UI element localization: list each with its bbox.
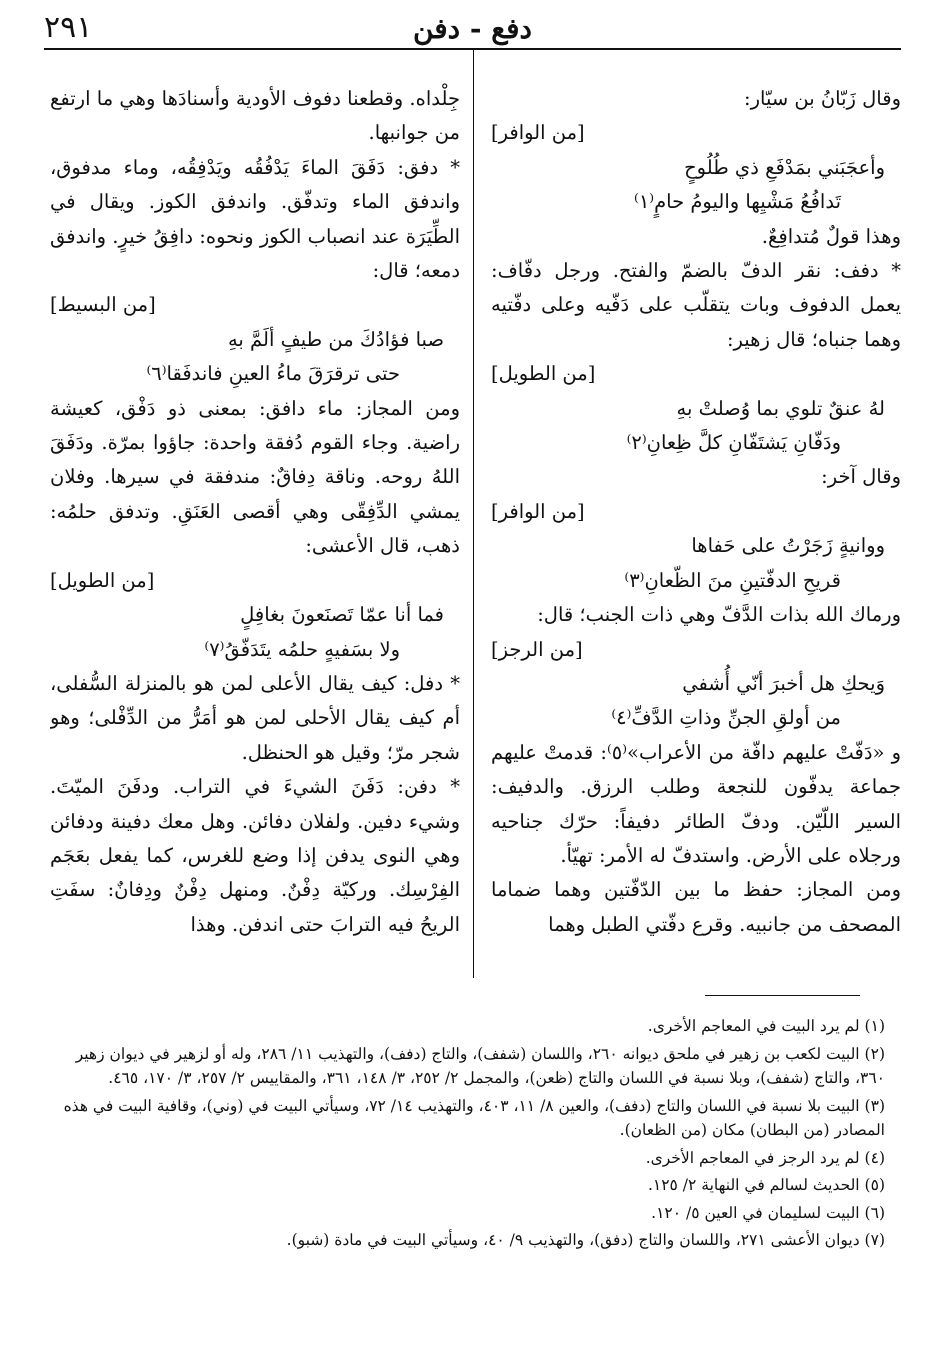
footnote	[50, 1014, 885, 1039]
meter-label: [من البسيط]	[50, 293, 156, 317]
verse-line: ودَفّانِ يَشتَفّانِ كلَّ ظِعانِ⁽٢⁾	[626, 431, 841, 455]
footnote-number: (٣)	[864, 1096, 885, 1115]
page-number: ٢٩١	[44, 10, 93, 45]
footnote-text: لم يرد الرجز في المعاجم الأخرى.	[645, 1148, 860, 1167]
text-paragraph: و «دَفّتْ عليهم دافّة من الأعراب»⁽٥⁾: قدمتْ عليهم جماعة يدفّون للنجعة وطلب الرزق. والدفيف: السير اللّيّن. ودفّ الطائر دفيفاً: حرّك جناحيه ورجلاه على الأرض. واستدفّ له الأمر: تهيّأ.	[491, 740, 901, 867]
footnote-number: (٧)	[864, 1231, 885, 1249]
meter-label: [من الوافر]	[491, 499, 585, 523]
page-header	[44, 10, 901, 50]
verse-line: من أولقِ الجنِّ وذاتِ الدَّفِّ⁽٤⁾	[611, 706, 841, 730]
verse-line: حتى ترقرَقَ ماءُ العينِ فاندفَقا⁽٦⁾	[146, 362, 400, 386]
meter-label: [من الوافر]	[491, 121, 585, 145]
text-paragraph: جِلْداه. وقطعنا دفوف الأودية وأسنادَها وهي ما ارتفع من جوانبها.	[50, 87, 460, 145]
verse-line: ووانيةٍ زَجَرْتُ على حَفاها	[691, 534, 885, 558]
verse-line: وأعجَبَني بمَدْفَعِ ذي طُلُوحٍ	[684, 155, 885, 179]
footnote	[50, 1094, 885, 1143]
footnote-rule	[705, 995, 860, 996]
footnote-text: البيت بلا نسبة في اللسان والتاج (دفف)، والعين ٨/ ١١، ٤٠٣، والتهذيب ١٤/ ٧٢، وسيأتي البيت في (وني)، وقافية البيت في هذه المصادر (من البطان) مكان (من الظعان).	[63, 1096, 885, 1139]
text-paragraph: * دفق: دَفَقَ الماءَ يَدْفُقُه ويَدْفِقُه، وماء مدفوق، واندفق الماء وتدفّق. واندفق الكوز. ويقال في الطِّيَرَة عند انصباب الكوز ونحوه: دافِقُ خيرٍ. واندفق دمعه؛ قال:	[50, 155, 460, 283]
text-paragraph: * دفف: نقر الدفّ بالضمّ والفتح. ورجل دفّاف: يعمل الدفوف وبات يتقلّب على دَفّيه وعلى دفّتيه وهما جنباه؛ قال زهير:	[491, 259, 901, 351]
verse-line: وَيحكِ هل أخبرَ أنّي أُشفي	[682, 671, 885, 695]
footnote	[50, 1173, 885, 1198]
footnote	[50, 1228, 885, 1253]
footnote-text: ديوان الأعشى ٢٧١، واللسان والتاج (دفق)، والتهذيب ٩/ ٤٠، وسيأتي البيت في مادة (شبو).	[286, 1231, 860, 1249]
footnote-text: الحديث لسالم في النهاية ٢/ ١٢٥.	[647, 1176, 860, 1194]
meter-label: [من الطويل]	[491, 362, 596, 386]
verse-line: قريحِ الدفّتينِ منَ الظّعانِ⁽٣⁾	[624, 568, 841, 592]
running-head: دفع - دفن	[412, 12, 533, 45]
footnote-number: (٦)	[864, 1203, 885, 1222]
verse-line: لهُ عنقٌ تلوي بما وُصلتْ بهِ	[676, 396, 885, 420]
text-paragraph: ورماك الله بذات الدَّفّ وهي ذات الجنب؛ قال:	[537, 603, 901, 627]
meter-label: [من الطويل]	[50, 568, 155, 592]
verse-line: فما أنا عمّا تَصنَعونَ بغافِلٍ	[240, 603, 444, 627]
text-paragraph: ومن المجاز: حفظ ما بين الدّفّتين وهما ضماما المصحف من جانبيه. وقرع دفّتي الطبل وهما	[491, 878, 901, 936]
footnote	[50, 1201, 885, 1226]
verse-line: ولا بسَفيهٍ حلمُه يتَدَفّقُ⁽٧⁾	[204, 637, 400, 661]
footnote-number: (٢)	[864, 1044, 885, 1063]
text-paragraph: وقال زَبّانُ بن سيّار:	[744, 87, 901, 110]
footnote-number: (٥)	[864, 1176, 885, 1194]
footnote-text: البيت لسليمان في العين ٥/ ١٢٠.	[651, 1203, 860, 1222]
text-paragraph: وقال آخر:	[821, 465, 901, 489]
footnote-text: لم يرد البيت في المعاجم الأخرى.	[647, 1017, 860, 1035]
footnotes	[50, 1014, 885, 1256]
verse-line: صبا فؤادُكَ من طيفٍ ألَمَّ بهِ	[227, 327, 444, 351]
text-paragraph: وهذا قولٌ مُتدافِعٌ.	[761, 224, 901, 248]
footnote	[50, 1146, 885, 1171]
footnote-number: (١)	[864, 1017, 885, 1035]
meter-label: [من الرجز]	[491, 637, 583, 661]
verse-line: تَدافُعُ مَشْيِها واليومُ حامٍ⁽١⁾	[634, 190, 841, 214]
left-column	[50, 82, 460, 982]
text-paragraph: * دفل: كيف يقال الأعلى لمن هو بالمنزلة السُّفلى، أم كيف يقال الأحلى لمن هو أمَرُّ من الدِّفْلى؛ وهو شجر مرّ؛ وقيل هو الحنظل.	[50, 671, 460, 764]
footnote	[50, 1042, 885, 1091]
column-divider	[473, 50, 474, 978]
text-paragraph: * دفن: دَفَنَ الشيءَ في التراب. ودفَنَ الميّتَ. وشيء دفين. ولفلان دفائن. وهل معك دفينة ودفائن وهي النوى يدفن إذا وضع للغرس، كما يفعل بعَجَم الفِرْسِك. وركيّة دِفْنٌ. ومنهل دِفْنٌ ودِفانٌ: سفَتِ الريحُ فيه الترابَ حتى اندفن. وهذا	[50, 775, 460, 936]
footnote-text: البيت لكعب بن زهير في ملحق ديوانه ٢٦٠، واللسان (شفف)، والتاج (دفف)، والتهذيب ١١/ ٢٨٦، وله أو لزهير في ديوان زهير ٣٦٠، والتاج (شفف)، وبلا نسبة في اللسان والتاج (ظعن)، والمجمل ٢/ ٢٥٢، ٣/ ١٤٨، ٣٦١، والمقاييس ٢/ ٢٥٧، ٣/ ١٧٠، ٤٦٥.	[75, 1044, 885, 1087]
footnote-number: (٤)	[864, 1148, 885, 1167]
right-column	[491, 82, 901, 982]
text-paragraph: ومن المجاز: ماء دافق: بمعنى ذو دَفْق، كعيشة راضية. وجاء القوم دُفقة واحدة: جاؤوا بمرّة. ودَفَقَ اللهُ روحه. وناقة دِفاقٌ: مندفقة في سيرها. وفلان يمشي الدِّفِقّى وهي أقصى العَنَقِ. وتدفق حلمُه: ذهب، قال الأعشى:	[50, 396, 460, 558]
